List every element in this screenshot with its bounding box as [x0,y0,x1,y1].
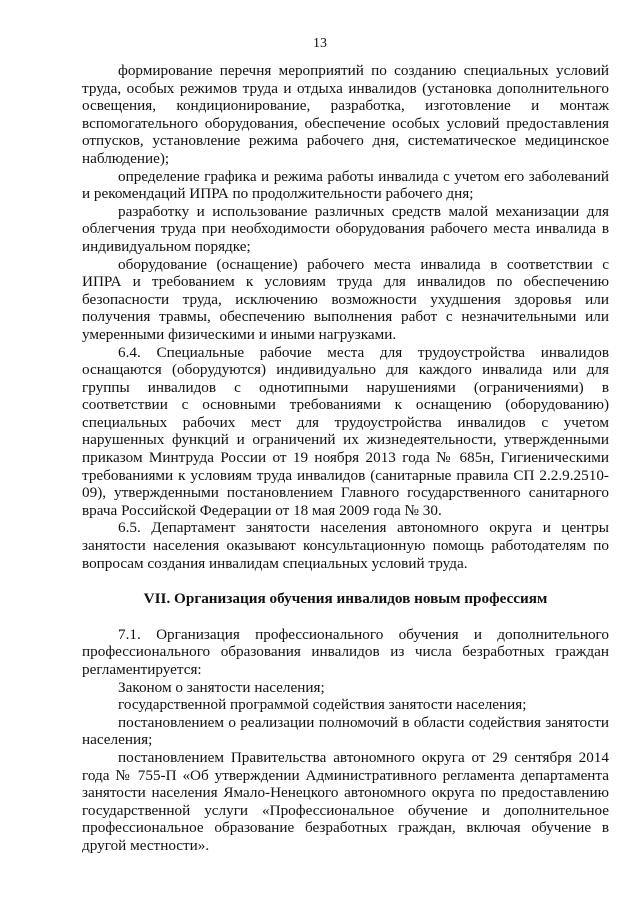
list-item-resolution-powers: постановлением о реализации полномочий в области содействия занятости населения; [82,713,609,749]
paragraph-work-conditions-list: формирование перечня мероприятий по созданию специальных условий труда, особых режимов труда и отдыха инвалидов (установка дополнительного освещения, кондиционирование, разработка, изготовление и монтаж вспомогательного оборудования, обеспечение особых условий предоставления отпусков, установление режима рабочего дня, систематическое медицинское наблюдение); [82,62,609,167]
list-item-state-program: государственной программой содействия занятости населения; [118,696,527,714]
document-body [82,62,609,855]
paragraph-mechanization: разработку и использование различных средств малой механизации для облегчения труда при необходимости оборудования рабочего места инвалида в индивидуальном порядке; [82,202,609,255]
list-item-government-resolution: постановлением Правительства автономного округа от 29 сентября 2014 года № 755-П «Об утверждении Административного регламента департамента занятости населения Ямало-Ненецкого автономного округа по предоставлению государственной услуги «Профессиональное обучение и дополнительное профессиональное образование безработных граждан, включая обучение в другой местности». [82,748,609,854]
list-item-employment-law: Законом о занятости населения; [118,678,325,696]
paragraph-work-schedule: определение графика и режима работы инвалида с учетом его заболеваний и рекомендаций ИПРА по продолжительности рабочего дня; [82,167,609,203]
paragraph-6-4: 6.4. Специальные рабочие места для трудоустройства инвалидов оснащаются (оборудуются) индивидуально для каждого инвалида или для группы инвалидов с однотипными нарушениями (ограничениями) в соответствии с основными требованиями к оснащению (оборудованию) специальных рабочих мест для трудоустройства инвалидов с учетом нарушенных функций и ограничений их жизнедеятельности, утвержденными приказом Минтруда России от 19 ноября 2013 года № 685н, Гигиеническими требованиями к условиям труда инвалидов (санитарные правила СП 2.2.9.2510-09), утвержденными постановлением Главного государственного санитарного врача Российской Федерации от 18 мая 2009 года № 30. [82,343,609,519]
paragraph-7-1: 7.1. Организация профессионального обучения и дополнительного профессионального образования инвалидов из числа безработных граждан регламентируется: [82,625,609,678]
paragraph-6-5: 6.5. Департамент занятости населения автономного округа и центры занятости населения оказывают консультационную помощь работодателям по вопросам создания инвалидам специальных условий труда. [82,519,609,572]
page-number: 13 [313,36,327,51]
section-heading: VII. Организация обучения инвалидов новым профессиям [143,590,548,608]
paragraph-workplace-equipment: оборудование (оснащение) рабочего места инвалида в соответствии с ИПРА и требованием к условиям труда для инвалидов по обеспечению безопасности труда, исключению возможности ухудшения здоровья или получения травмы, обеспечению выполнения работ с незначительными или умеренными физическими и иными нагрузками. [82,255,609,343]
